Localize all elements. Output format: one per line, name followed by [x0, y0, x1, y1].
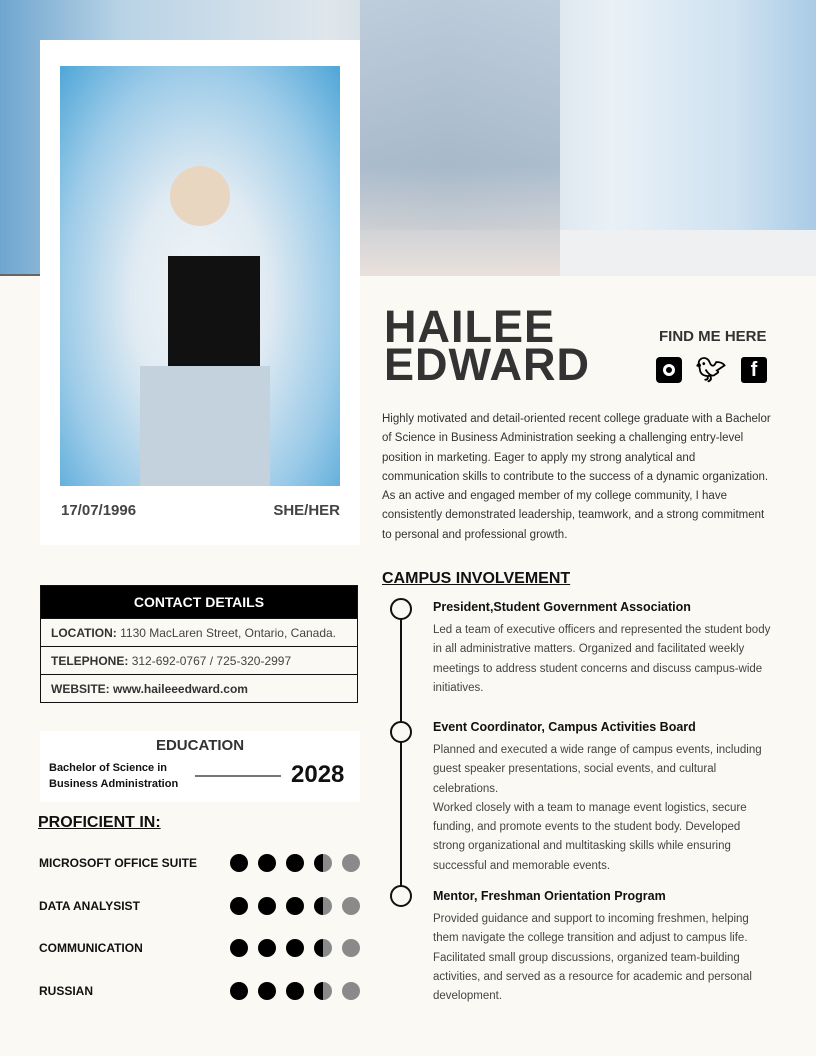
- rating-dot: [286, 982, 304, 1000]
- education-section: [40, 731, 360, 802]
- skill-rating: [230, 939, 360, 957]
- rating-dot: [314, 939, 332, 957]
- role-title: President,Student Government Association: [433, 600, 691, 614]
- rating-dot: [286, 939, 304, 957]
- skill-name: MICROSOFT OFFICE SUITE: [39, 856, 197, 870]
- degree-line-2: Business Administration: [49, 778, 179, 790]
- rating-dot: [258, 897, 276, 915]
- role-description: Provided guidance and support to incoming freshmen, helping them navigate the college transition and adjust to campus life. Facilitated small group discussions, organized team-building activities, and served as a resource for academic and personal development.: [433, 913, 752, 1003]
- last-name: EDWARD: [384, 339, 590, 390]
- photo-jeans: [140, 366, 270, 486]
- rating-dot: [230, 939, 248, 957]
- skill-row: [39, 939, 364, 959]
- full-name: [384, 301, 590, 390]
- rating-dot: [314, 854, 332, 872]
- skill-row: [39, 854, 364, 874]
- timeline-node: [390, 598, 412, 620]
- profile-card: [40, 40, 360, 545]
- role-title: Event Coordinator, Campus Activities Board: [433, 720, 696, 734]
- graduation-year: 2028: [291, 761, 345, 788]
- website-row: [41, 674, 357, 702]
- rating-dot: [230, 854, 248, 872]
- rating-dot: [258, 982, 276, 1000]
- rating-dot: [314, 982, 332, 1000]
- rating-dot: [286, 854, 304, 872]
- degree: [49, 760, 178, 792]
- telephone-label: TELEPHONE:: [51, 654, 129, 668]
- profile-photo: [60, 66, 340, 486]
- skill-name: DATA ANALYSIST: [39, 898, 140, 913]
- skill-rating: [230, 854, 360, 872]
- timeline-node: [390, 721, 412, 743]
- legs-image: [360, 0, 560, 276]
- skill-row: [39, 897, 364, 917]
- location-row: [41, 618, 357, 646]
- location-label: LOCATION:: [51, 626, 117, 640]
- rating-dot: [230, 982, 248, 1000]
- rating-dot: [258, 939, 276, 957]
- degree-line-1: Bachelor of Science in: [49, 762, 167, 774]
- role-item: [433, 720, 773, 876]
- location-value: 1130 MacLaren Street, Ontario, Canada.: [120, 626, 337, 640]
- rating-dot: [314, 897, 332, 915]
- rating-dot: [342, 939, 360, 957]
- rating-dot: [286, 897, 304, 915]
- skill-name: RUSSIAN: [39, 983, 94, 998]
- rating-dot: [342, 854, 360, 872]
- campus-heading: CAMPUS INVOLVEMENT: [382, 570, 571, 587]
- timeline-line: [400, 610, 402, 895]
- education-heading: EDUCATION: [155, 737, 245, 754]
- rating-dot: [342, 982, 360, 1000]
- twitter-icon[interactable]: 🐦︎: [695, 356, 727, 384]
- contact-heading: CONTACT DETAILS: [41, 586, 357, 618]
- social-heading: FIND ME HERE: [659, 328, 767, 345]
- website-link[interactable]: www.haileeedward.com: [113, 682, 248, 696]
- first-name: HAILEE: [384, 301, 556, 352]
- proficient-heading: PROFICIENT IN:: [38, 814, 161, 831]
- photo-top: [168, 256, 260, 366]
- telephone-value: 312-692-0767 / 725-320-2997: [131, 654, 292, 668]
- role-title: Mentor, Freshman Orientation Program: [433, 889, 666, 903]
- date-of-birth: 17/07/1996: [61, 502, 137, 519]
- facebook-icon[interactable]: f: [741, 357, 767, 383]
- timeline-node: [390, 885, 412, 907]
- role-item: [433, 889, 773, 1006]
- summary: Highly motivated and detail-oriented recent college graduate with a Bachelor of Science in Business Administration seeking a challenging entry-level position in marketing. Eager to apply my strong analytical and communication skills to contribute to the success of a dynamic organization. As an active and engaged member of my college community, I have consistently demonstrated leadership, teamwork, and a strong commitment to personal and professional growth.: [382, 413, 771, 541]
- rating-dot: [230, 897, 248, 915]
- contact-details: [40, 585, 358, 703]
- pronouns: SHE/HER: [273, 502, 340, 519]
- website-label: WEBSITE:: [51, 682, 110, 696]
- rating-dot: [258, 854, 276, 872]
- divider: [195, 775, 281, 777]
- role-description: Led a team of executive officers and represented the student body in all administrative matters. Organized and facilitated weekly meetings to address student concerns and discuss campus-wide initiatives.: [433, 624, 771, 694]
- instagram-icon[interactable]: [656, 357, 682, 383]
- telephone-row: [41, 646, 357, 674]
- photo-face: [170, 166, 230, 226]
- skill-row: [39, 982, 364, 1002]
- skill-name: COMMUNICATION: [39, 941, 143, 955]
- role-description: Worked closely with a team to manage event logistics, secure funding, and promote events to the student body. Developed strong organizational and multitasking skills while ensuring successful and memorable events.: [433, 801, 747, 872]
- role-description: Planned and executed a wide range of campus events, including guest speaker presentations, social events, and cultural celebrations.: [433, 744, 762, 795]
- role-item: [433, 600, 773, 698]
- skill-rating: [230, 897, 360, 915]
- skill-rating: [230, 982, 360, 1000]
- rating-dot: [342, 897, 360, 915]
